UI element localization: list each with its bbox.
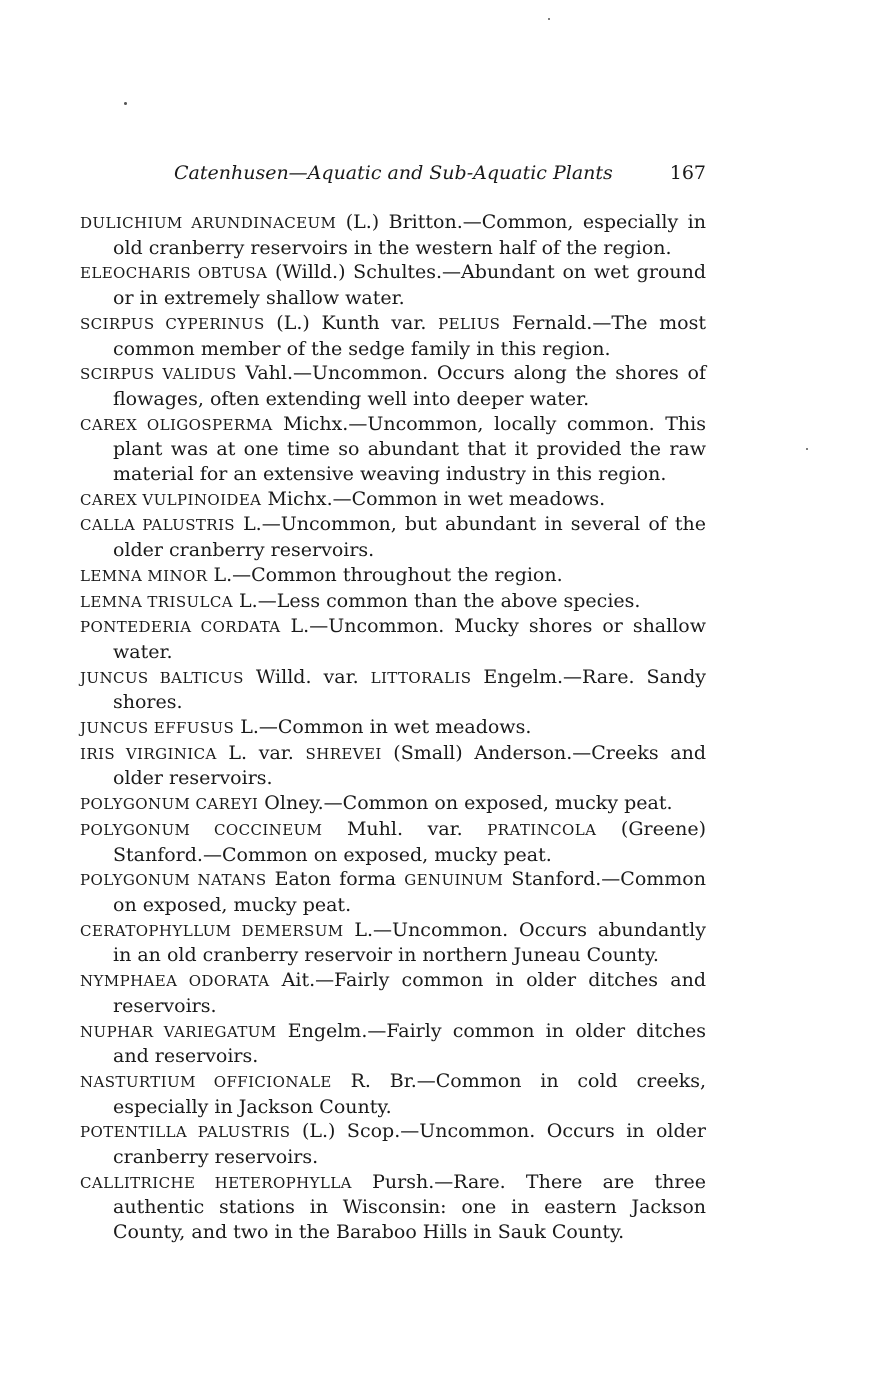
species-description: Willd. var. bbox=[243, 665, 371, 688]
species-entry bbox=[80, 210, 706, 260]
species-name: NYMPHAEA ODORATA bbox=[80, 972, 270, 991]
species-entry bbox=[80, 614, 706, 664]
species-description: Eaton forma bbox=[266, 868, 405, 891]
species-name: JUNCUS BALTICUS bbox=[80, 668, 244, 687]
species-entry bbox=[80, 741, 706, 791]
species-list bbox=[80, 210, 706, 1245]
species-name: GENUINUM bbox=[404, 871, 504, 890]
species-name: POLYGONUM CAREYI bbox=[80, 795, 259, 814]
species-name: CAREX OLIGOSPERMA bbox=[80, 415, 273, 434]
species-entry bbox=[80, 867, 706, 917]
species-description: Fernald.—The most common member of the sedge family in this region. bbox=[113, 311, 707, 360]
species-entry bbox=[80, 715, 706, 741]
species-description: R. Br.—Common in cold creeks, especially in Jackson County. bbox=[113, 1069, 707, 1118]
species-entry bbox=[80, 1069, 706, 1119]
species-description: L.—Less common than the above species. bbox=[233, 589, 641, 612]
species-name: CAREX VULPINOIDEA bbox=[80, 490, 262, 509]
species-name: LEMNA TRISULCA bbox=[80, 592, 234, 611]
species-entry bbox=[80, 412, 706, 487]
species-description: (Small) Anderson.—Creeks and older reservoirs. bbox=[113, 741, 707, 790]
species-name: PRATINCOLA bbox=[487, 820, 597, 839]
species-name: LITTORALIS bbox=[370, 668, 472, 687]
species-description: Pursh.—Rare. There are three authentic stations in Wisconsin: one in eastern Jackson County, and two in the Baraboo Hills in Sauk County. bbox=[113, 1170, 706, 1244]
species-name: JUNCUS EFFUSUS bbox=[80, 719, 235, 738]
running-header bbox=[80, 162, 706, 188]
species-name: SCIRPUS VALIDUS bbox=[80, 365, 237, 384]
species-name: CALLA PALUSTRIS bbox=[80, 516, 235, 535]
species-description: Ait.—Fairly common in older ditches and reservoirs. bbox=[113, 969, 706, 1017]
species-entry bbox=[80, 311, 706, 361]
species-description: L. var. bbox=[216, 741, 306, 764]
species-description: (L.) Britton.—Common, especially in old cranberry reservoirs in the western half of the region. bbox=[113, 211, 706, 259]
species-description: L.—Uncommon. Occurs abundantly in an old cranberry reservoir in northern Juneau County. bbox=[113, 918, 706, 967]
species-name: CERATOPHYLLUM DEMERSUM bbox=[80, 921, 344, 940]
species-name: IRIS VIRGINICA bbox=[80, 744, 217, 763]
species-description: Engelm.—Fairly common in older ditches and reservoirs. bbox=[113, 1019, 706, 1068]
species-name: POLYGONUM COCCINEUM bbox=[80, 820, 323, 839]
species-name: NASTURTIUM OFFICIONALE bbox=[80, 1072, 332, 1091]
species-name: POTENTILLA PALUSTRIS bbox=[80, 1123, 291, 1142]
species-name: PONTEDERIA CORDATA bbox=[80, 618, 281, 637]
species-name: SHREVEI bbox=[305, 744, 382, 763]
species-description: (Greene) Stanford.—Common on exposed, mucky peat. bbox=[113, 817, 706, 866]
species-entry bbox=[80, 487, 706, 513]
page-number: 167 bbox=[669, 162, 706, 184]
species-name: PELIUS bbox=[438, 314, 501, 333]
species-name: LEMNA MINOR bbox=[80, 566, 208, 585]
species-entry bbox=[80, 1119, 706, 1169]
scan-speck bbox=[124, 102, 127, 105]
species-entry bbox=[80, 589, 706, 615]
species-description: (L.) Kunth var. bbox=[264, 311, 439, 334]
species-entry bbox=[80, 791, 706, 817]
species-description: (Willd.) Schultes.—Abundant on wet ground or in extremely shallow water. bbox=[113, 261, 706, 310]
species-name: DULICHIUM ARUNDINACEUM bbox=[80, 214, 337, 232]
running-title: Catenhusen—Aquatic and Sub-Aquatic Plants bbox=[174, 162, 613, 184]
species-entry bbox=[80, 563, 706, 589]
species-description: Vahl.—Uncommon. Occurs along the shores of flowages, often extending well into deeper water. bbox=[113, 362, 706, 410]
species-entry bbox=[80, 361, 706, 411]
species-description: L.—Common in wet meadows. bbox=[234, 716, 532, 739]
species-name: NUPHAR VARIEGATUM bbox=[80, 1022, 277, 1041]
species-description: Michx.—Common in wet meadows. bbox=[261, 487, 606, 510]
species-description: Stanford.—Common on exposed, mucky peat. bbox=[113, 868, 706, 916]
species-description: Olney.—Common on exposed, mucky peat. bbox=[258, 792, 673, 815]
species-name: CALLITRICHE HETEROPHYLLA bbox=[80, 1173, 352, 1192]
species-description: Muhl. var. bbox=[322, 817, 488, 840]
species-name: SCIRPUS CYPERINUS bbox=[80, 314, 265, 333]
species-entry bbox=[80, 918, 706, 968]
species-name: ELEOCHARIS OBTUSA bbox=[80, 264, 268, 283]
species-description: L.—Common throughout the region. bbox=[207, 563, 563, 586]
species-entry bbox=[80, 512, 706, 562]
scan-speck bbox=[806, 448, 808, 450]
species-entry bbox=[80, 665, 706, 715]
species-entry bbox=[80, 968, 706, 1018]
species-description: Engelm.—Rare. Sandy shores. bbox=[113, 665, 706, 714]
species-entry bbox=[80, 817, 706, 867]
species-description: L.—Uncommon, but abundant in several of the older cranberry reservoirs. bbox=[113, 513, 706, 562]
species-description: Michx.—Uncommon, locally common. This plant was at one time so abundant that it provided the raw material for an extensive weaving industry in this region. bbox=[113, 412, 706, 486]
species-entry bbox=[80, 1170, 706, 1245]
species-entry bbox=[80, 1019, 706, 1069]
species-entry bbox=[80, 260, 706, 310]
species-name: POLYGONUM NATANS bbox=[80, 871, 267, 890]
scan-speck bbox=[548, 18, 550, 20]
species-description: (L.) Scop.—Uncommon. Occurs in older cranberry reservoirs. bbox=[113, 1120, 707, 1169]
species-description: L.—Uncommon. Mucky shores or shallow water. bbox=[113, 615, 706, 663]
